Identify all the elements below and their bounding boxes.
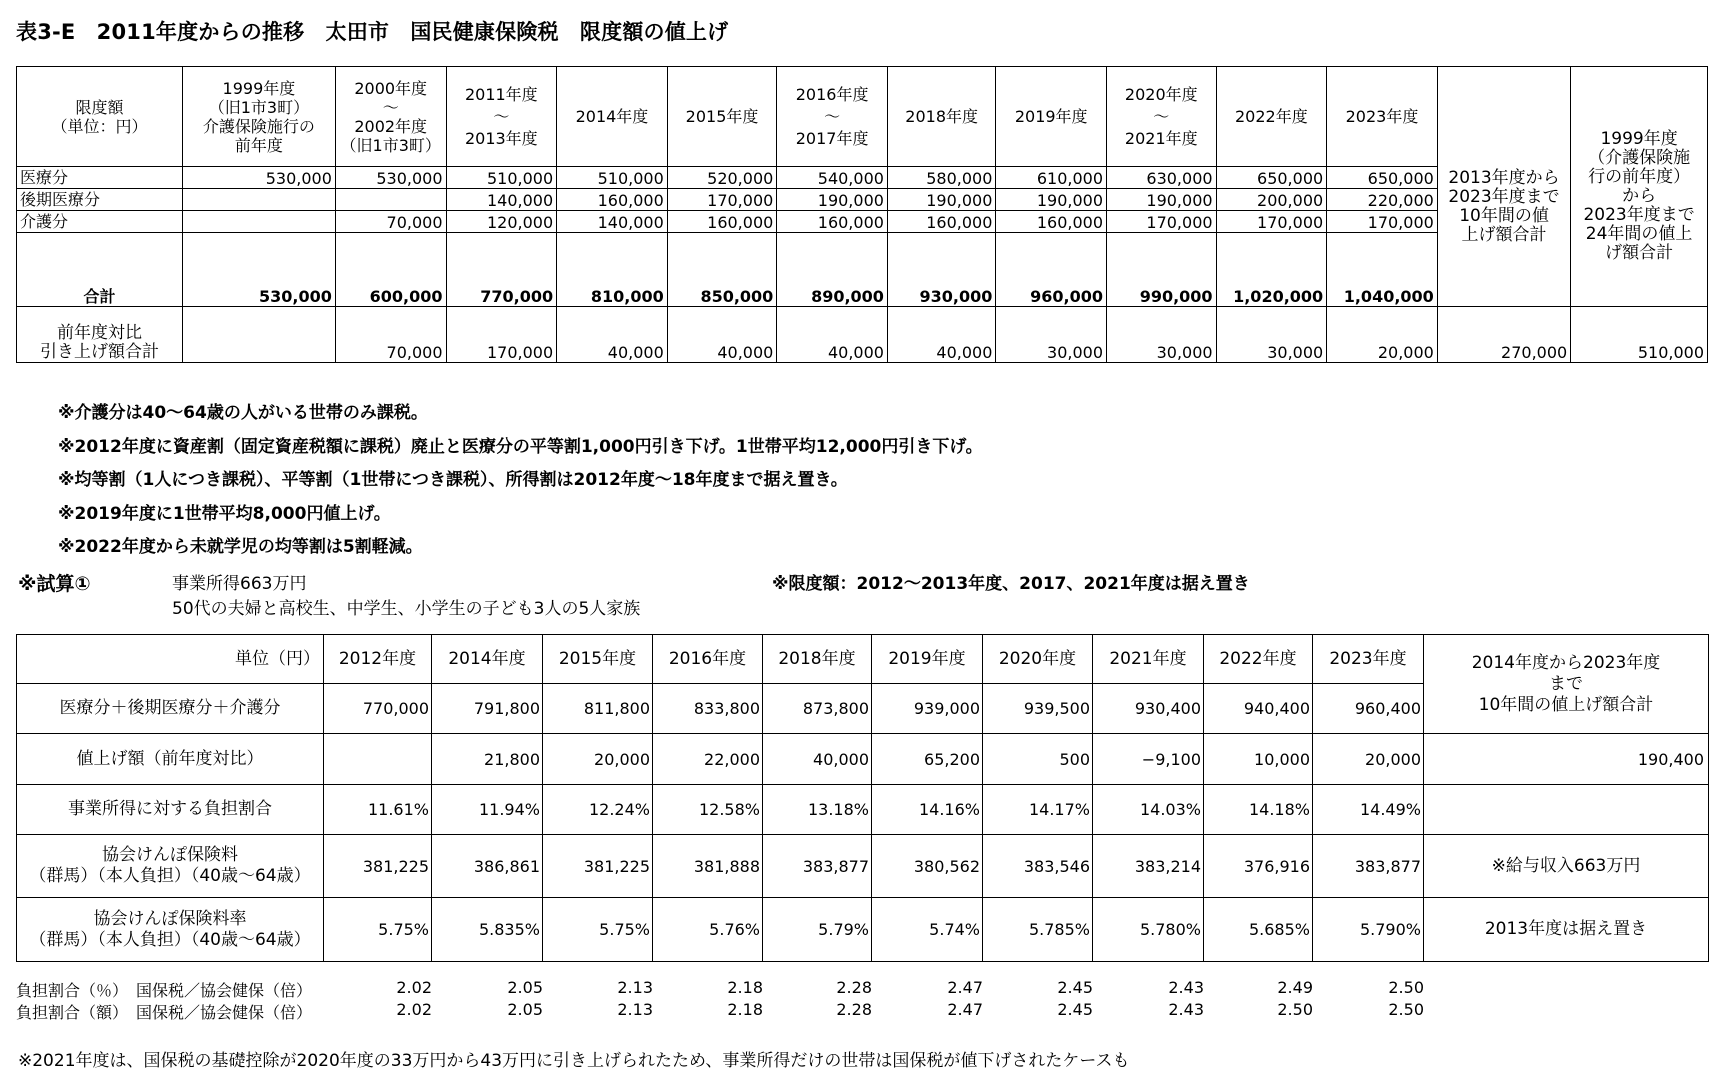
page-title: 表3-E 2011年度からの推移 太田市 国民健康保険税 限度額の値上げ (16, 20, 729, 44)
cell: 220,000 (1327, 189, 1438, 211)
table1-header-cell: 2023年度 (1327, 67, 1438, 167)
cell: 170,000 (1216, 211, 1327, 233)
table2-side-header: 2014年度から2023年度 まで 10年間の値上げ額合計 (1424, 635, 1709, 734)
cell: 770,000 (446, 233, 557, 307)
limit-table (16, 66, 1708, 363)
cell: 40,000 (557, 307, 668, 363)
ratio-value: 2.02 (396, 978, 432, 997)
cell: 5.79% (763, 898, 872, 962)
cell: 190,000 (996, 189, 1107, 211)
cell: 500 (983, 734, 1093, 785)
cell: 5.790% (1313, 898, 1424, 962)
cell: 381,225 (543, 835, 653, 898)
limit-note: ※限度額：2012～2013年度、2017、2021年度は据え置き (772, 574, 1250, 594)
cell: 13.18% (763, 785, 872, 835)
cell (335, 189, 446, 211)
table1-header-cell: 2014年度 (557, 67, 668, 167)
cell: 580,000 (887, 167, 995, 189)
cell: 40,000 (667, 307, 777, 363)
table2-header-cell: 2021年度 (1093, 635, 1204, 684)
cell: 140,000 (446, 189, 557, 211)
cell: 11.94% (432, 785, 543, 835)
cell: 383,214 (1093, 835, 1204, 898)
table1-header-cell: 2018年度 (887, 67, 995, 167)
cell: 960,000 (996, 233, 1107, 307)
cell: 610,000 (996, 167, 1107, 189)
cell: 70,000 (335, 307, 446, 363)
table2-row (17, 785, 1709, 835)
cell: 14.16% (872, 785, 983, 835)
cell: 791,800 (432, 684, 543, 734)
cell: 170,000 (667, 189, 777, 211)
cell: 940,400 (1204, 684, 1313, 734)
note-line: ※均等割（1人につき課税）、平等割（1世帯につき課税）、所得割は2012年度～18年度まで据え置き。 (58, 470, 848, 490)
cell: 381,888 (653, 835, 763, 898)
ratio-value: 2.13 (617, 1000, 653, 1019)
table1-header-cell: 2016年度 ～ 2017年度 (777, 67, 888, 167)
table1-header-cell: 2020年度 ～ 2021年度 (1107, 67, 1217, 167)
table2-header-cell: 2012年度 (324, 635, 432, 684)
trial-line2: 50代の夫婦と高校生、中学生、小学生の子ども3人の5人家族 (172, 599, 641, 619)
ratio-value: 2.50 (1277, 1000, 1313, 1019)
table2-header-cell: 2016年度 (653, 635, 763, 684)
row-label: 協会けんぽ保険料率 （群馬）（本人負担）（40歳～64歳） (17, 898, 324, 962)
cell: 5.75% (324, 898, 432, 962)
table2-row (17, 734, 1709, 785)
table1-header-cell: 2019年度 (996, 67, 1107, 167)
cell: 160,000 (996, 211, 1107, 233)
ratio-value: 2.47 (947, 1000, 983, 1019)
ratio-label: 負担割合（％） 国保税／協会健保（倍） (16, 981, 313, 1000)
cell: 540,000 (777, 167, 888, 189)
row-label: 介護分 (17, 211, 183, 233)
cell: 190,000 (777, 189, 888, 211)
table1-side-header: 1999年度 （介護保険施 行の前年度） から 2023年度まで 24年間の値上 げ額合計 (1571, 67, 1708, 307)
salary-note: ※給与収入663万円 (1424, 835, 1709, 898)
table2-row (17, 835, 1709, 898)
cell: 11.61% (324, 785, 432, 835)
table2-row (17, 898, 1709, 962)
cell: 120,000 (446, 211, 557, 233)
row-label: 合計 (17, 233, 183, 307)
ratio-value: 2.05 (507, 978, 543, 997)
cell: 530,000 (182, 167, 335, 189)
cell: 5.785% (983, 898, 1093, 962)
cell: −9,100 (1093, 734, 1204, 785)
cell: 14.49% (1313, 785, 1424, 835)
table1-header-cell: 2022年度 (1216, 67, 1327, 167)
cell: 170,000 (1107, 211, 1217, 233)
cell: 650,000 (1216, 167, 1327, 189)
blank-cell (1424, 785, 1709, 835)
table2-header-cell: 2020年度 (983, 635, 1093, 684)
cell: 873,800 (763, 684, 872, 734)
cell: 14.18% (1204, 785, 1313, 835)
cell: 650,000 (1327, 167, 1438, 189)
table1-header-cell: 限度額 （単位：円） (17, 67, 183, 167)
ratio-value: 2.45 (1057, 1000, 1093, 1019)
cell: 380,562 (872, 835, 983, 898)
cell: 930,000 (887, 233, 995, 307)
ratio-value: 2.18 (727, 1000, 763, 1019)
cell: 939,000 (872, 684, 983, 734)
trial-label: ※試算① (18, 573, 91, 595)
ratio-value: 2.47 (947, 978, 983, 997)
ratio-value: 2.43 (1168, 978, 1204, 997)
table1-row-increase (17, 307, 1708, 363)
cell: 530,000 (182, 233, 335, 307)
table2-header-cell: 2019年度 (872, 635, 983, 684)
cell: 21,800 (432, 734, 543, 785)
ratio-value: 2.05 (507, 1000, 543, 1019)
ratio-value: 2.28 (836, 978, 872, 997)
row-label: 後期医療分 (17, 189, 183, 211)
cell: 14.17% (983, 785, 1093, 835)
ratio-value: 2.28 (836, 1000, 872, 1019)
row-label: 前年度対比 引き上げ額合計 (17, 307, 183, 363)
table1-header-cell: 2000年度 ～ 2002年度 （旧1市3町） (335, 67, 446, 167)
cell: 5.74% (872, 898, 983, 962)
cell: 376,916 (1204, 835, 1313, 898)
cell: 383,546 (983, 835, 1093, 898)
cell: 200,000 (1216, 189, 1327, 211)
cell: 510,000 (446, 167, 557, 189)
cell: 600,000 (335, 233, 446, 307)
cell: 190,000 (887, 189, 995, 211)
cell: 20,000 (1313, 734, 1424, 785)
ratio-value: 2.45 (1057, 978, 1093, 997)
table2-header-cell: 2018年度 (763, 635, 872, 684)
cell: 140,000 (557, 211, 668, 233)
cell: 160,000 (777, 211, 888, 233)
table2-header-cell: 2015年度 (543, 635, 653, 684)
cell: 22,000 (653, 734, 763, 785)
cell: 960,400 (1313, 684, 1424, 734)
table1-header-cell: 2011年度 ～ 2013年度 (446, 67, 557, 167)
cell: 5.75% (543, 898, 653, 962)
ratio-value: 2.50 (1388, 1000, 1424, 1019)
cell: 5.76% (653, 898, 763, 962)
cell: 510,000 (1571, 307, 1708, 363)
cell: 381,225 (324, 835, 432, 898)
note-line: ※介護分は40～64歳の人がいる世帯のみ課税。 (58, 403, 428, 423)
ratio-value: 2.18 (727, 978, 763, 997)
cell: 383,877 (763, 835, 872, 898)
note-line: ※2019年度に1世帯平均8,000円値上げ。 (58, 504, 391, 524)
total-increase: 190,400 (1424, 734, 1709, 785)
ratio-value: 2.50 (1388, 978, 1424, 997)
row-label: 医療分 (17, 167, 183, 189)
footnote: ※2021年度は、国保税の基礎控除が2020年度の33万円から43万円に引き上げられたため、事業所得だけの世帯は国保税が値下げされたケースも (18, 1051, 1130, 1071)
trial-line1: 事業所得663万円 (172, 574, 307, 594)
cell: 383,877 (1313, 835, 1424, 898)
cell: 770,000 (324, 684, 432, 734)
cell (182, 211, 335, 233)
cell (182, 307, 335, 363)
cell: 40,000 (887, 307, 995, 363)
cell: 1,020,000 (1216, 233, 1327, 307)
table2-header-row (17, 635, 1709, 684)
cell: 386,861 (432, 835, 543, 898)
cell: 930,400 (1093, 684, 1204, 734)
ratio-value: 2.13 (617, 978, 653, 997)
ratio-value: 2.49 (1277, 978, 1313, 997)
cell: 12.24% (543, 785, 653, 835)
cell: 30,000 (1216, 307, 1327, 363)
cell: 833,800 (653, 684, 763, 734)
cell: 70,000 (335, 211, 446, 233)
cell: 510,000 (557, 167, 668, 189)
cell: 811,800 (543, 684, 653, 734)
cell: 890,000 (777, 233, 888, 307)
row-label: 医療分＋後期医療分＋介護分 (17, 684, 324, 734)
cell: 20,000 (1327, 307, 1438, 363)
table2-header-cell: 2023年度 (1313, 635, 1424, 684)
ratio-value: 2.43 (1168, 1000, 1204, 1019)
ratio-label: 負担割合（額） 国保税／協会健保（倍） (16, 1003, 313, 1022)
cell: 170,000 (1327, 211, 1438, 233)
table2-header-cell: 単位（円） (17, 635, 324, 684)
cell: 630,000 (1107, 167, 1217, 189)
cell: 939,500 (983, 684, 1093, 734)
row-label: 事業所得に対する負担割合 (17, 785, 324, 835)
table1-header-row (17, 67, 1708, 167)
table1-header-cell: 1999年度 （旧1市3町） 介護保険施行の 前年度 (182, 67, 335, 167)
cell: 170,000 (446, 307, 557, 363)
cell: 160,000 (667, 211, 777, 233)
cell: 850,000 (667, 233, 777, 307)
cell: 530,000 (335, 167, 446, 189)
cell (324, 734, 432, 785)
cell: 12.58% (653, 785, 763, 835)
cell: 14.03% (1093, 785, 1204, 835)
cell: 990,000 (1107, 233, 1217, 307)
cell (182, 189, 335, 211)
cell: 30,000 (1107, 307, 1217, 363)
table2-header-cell: 2022年度 (1204, 635, 1313, 684)
table1-header-cell: 2015年度 (667, 67, 777, 167)
cell: 5.685% (1204, 898, 1313, 962)
cell: 30,000 (996, 307, 1107, 363)
cell: 160,000 (887, 211, 995, 233)
cell: 270,000 (1437, 307, 1570, 363)
cell: 810,000 (557, 233, 668, 307)
cell: 5.780% (1093, 898, 1204, 962)
row-label: 値上げ額（前年度対比） (17, 734, 324, 785)
note-line: ※2012年度に資産割（固定資産税額に課税）廃止と医療分の平等割1,000円引き下げ。1世帯平均12,000円引き下げ。 (58, 437, 983, 457)
cell: 1,040,000 (1327, 233, 1438, 307)
row-label: 協会けんぽ保険料 （群馬）（本人負担）（40歳～64歳） (17, 835, 324, 898)
table1-side-header: 2013年度から 2023年度まで 10年間の値 上げ額合計 (1437, 67, 1570, 307)
ratio-value: 2.02 (396, 1000, 432, 1019)
cell: 65,200 (872, 734, 983, 785)
note-line: ※2022年度から未就学児の均等割は5割軽減。 (58, 537, 423, 557)
cell: 40,000 (763, 734, 872, 785)
trial-table (16, 634, 1709, 962)
table2-header-cell: 2014年度 (432, 635, 543, 684)
cell: 520,000 (667, 167, 777, 189)
cell: 40,000 (777, 307, 888, 363)
cell: 20,000 (543, 734, 653, 785)
cell: 5.835% (432, 898, 543, 962)
rate-note: 2013年度は据え置き (1424, 898, 1709, 962)
cell: 190,000 (1107, 189, 1217, 211)
cell: 160,000 (557, 189, 668, 211)
cell: 10,000 (1204, 734, 1313, 785)
